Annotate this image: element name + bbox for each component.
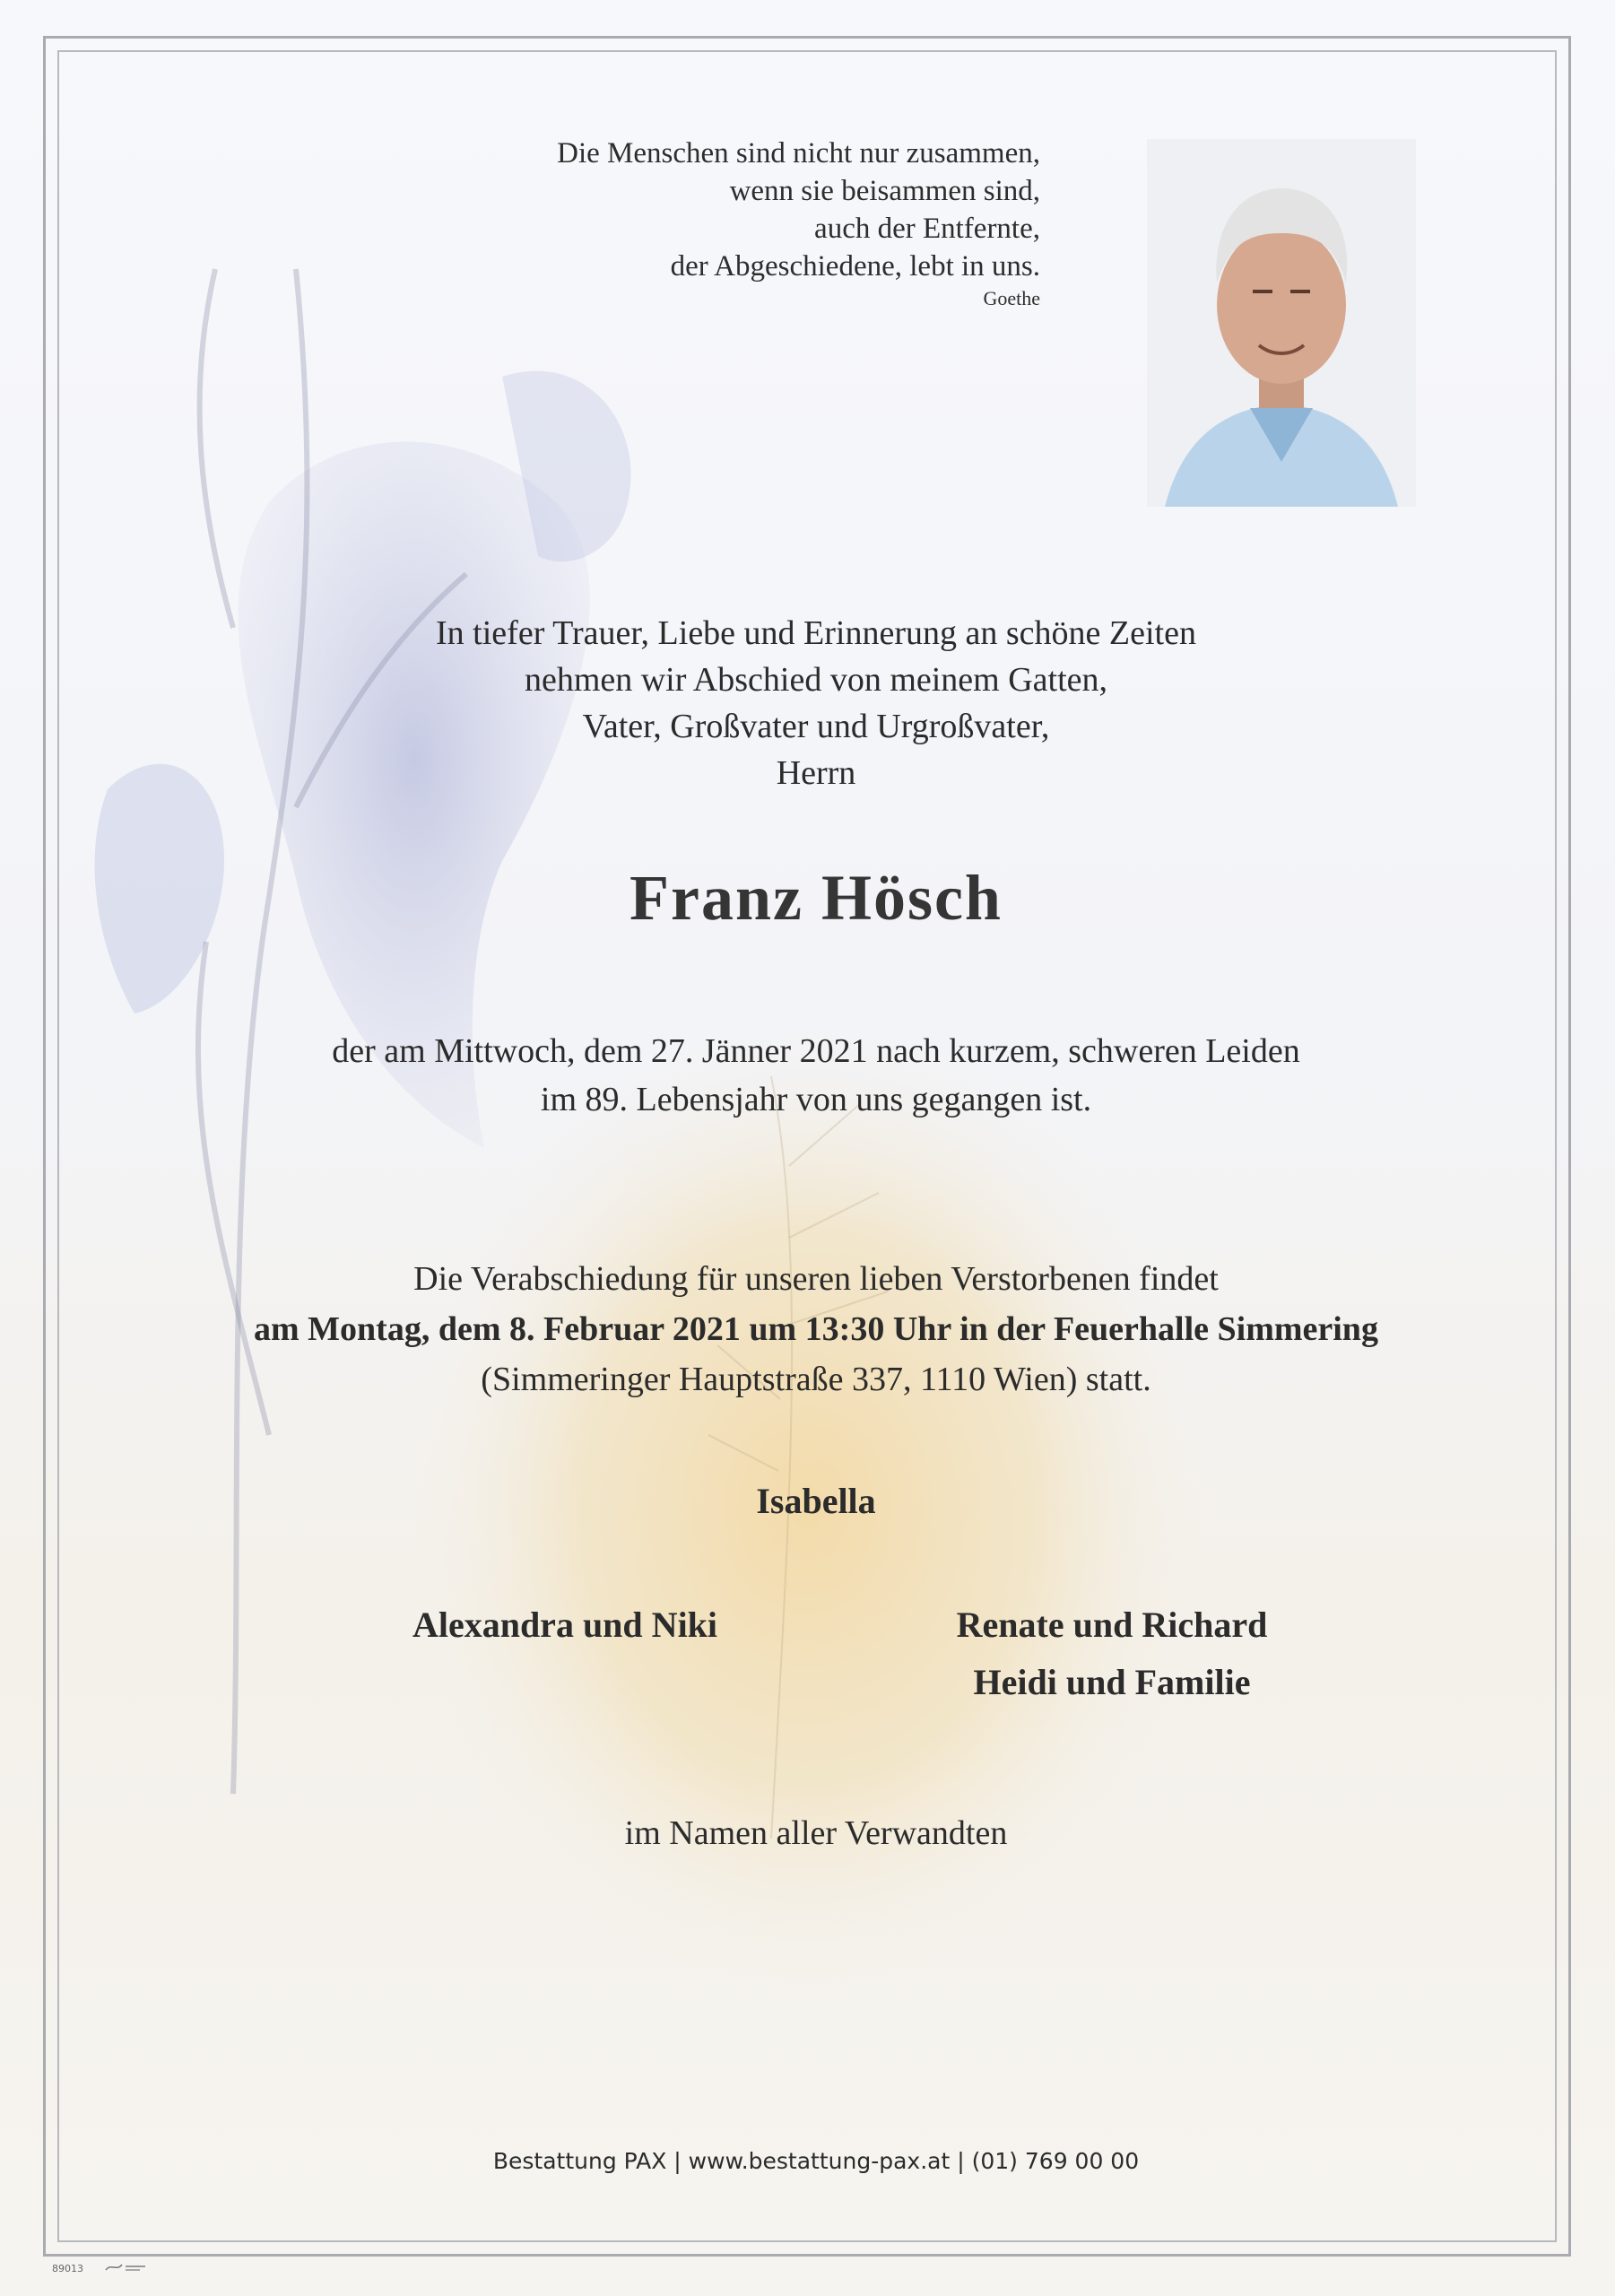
ceremony-address: (Simmeringer Hauptstraße 337, 1110 Wien) statt. (481, 1361, 1151, 1398)
family-member: Renate und Richard (956, 1605, 1268, 1645)
quote-line: auch der Entfernte, (814, 213, 1040, 245)
mourning-intro (269, 610, 1363, 796)
quote-line: wenn sie beisammen sind, (729, 175, 1040, 207)
quote-line: der Abgeschiedene, lebt in uns. (670, 250, 1040, 283)
intro-line: Vater, Großvater und Urgroßvater, (582, 708, 1050, 745)
ceremony-info (135, 1254, 1498, 1405)
funeral-home-footer: Bestattung PAX | www.bestattung-pax.at | (01) 769 00 00 (492, 2148, 1140, 2174)
intro-line: Herrn (776, 754, 856, 792)
death-notice-line: im 89. Lebensjahr von uns gegangen ist. (540, 1081, 1092, 1118)
portrait-photo (1147, 139, 1416, 507)
product-code: 89013 (52, 2263, 83, 2274)
intro-line: nehmen wir Abschied von meinem Gatten, (524, 661, 1108, 699)
family-right-group (843, 1596, 1381, 1711)
ceremony-intro: Die Verabschiedung für unseren lieben Verstorbenen findet (413, 1260, 1219, 1298)
printer-logo-icon (104, 2261, 149, 2274)
family-member: Heidi und Familie (973, 1662, 1251, 1702)
intro-line: In tiefer Trauer, Liebe und Erinnerung an schöne Zeiten (436, 614, 1196, 652)
closing-line: im Namen aller Verwandten (624, 1814, 1008, 1852)
family-spouse: Isabella (756, 1481, 876, 1521)
death-notice (179, 1027, 1453, 1124)
death-notice-line: der am Mittwoch, dem 27. Jänner 2021 nach kurzem, schweren Leiden (332, 1032, 1300, 1070)
family-member: Alexandra und Niki (412, 1605, 718, 1645)
family-left-group (296, 1596, 834, 1654)
ceremony-date-place: am Montag, dem 8. Februar 2021 um 13:30 Uhr in der Feuerhalle Simmering (254, 1310, 1378, 1348)
quote-author: Goethe (983, 287, 1040, 309)
deceased-name: Franz Hösch (630, 862, 1003, 934)
quote-line: Die Menschen sind nicht nur zusammen, (557, 137, 1040, 170)
goethe-quote (395, 135, 1040, 312)
